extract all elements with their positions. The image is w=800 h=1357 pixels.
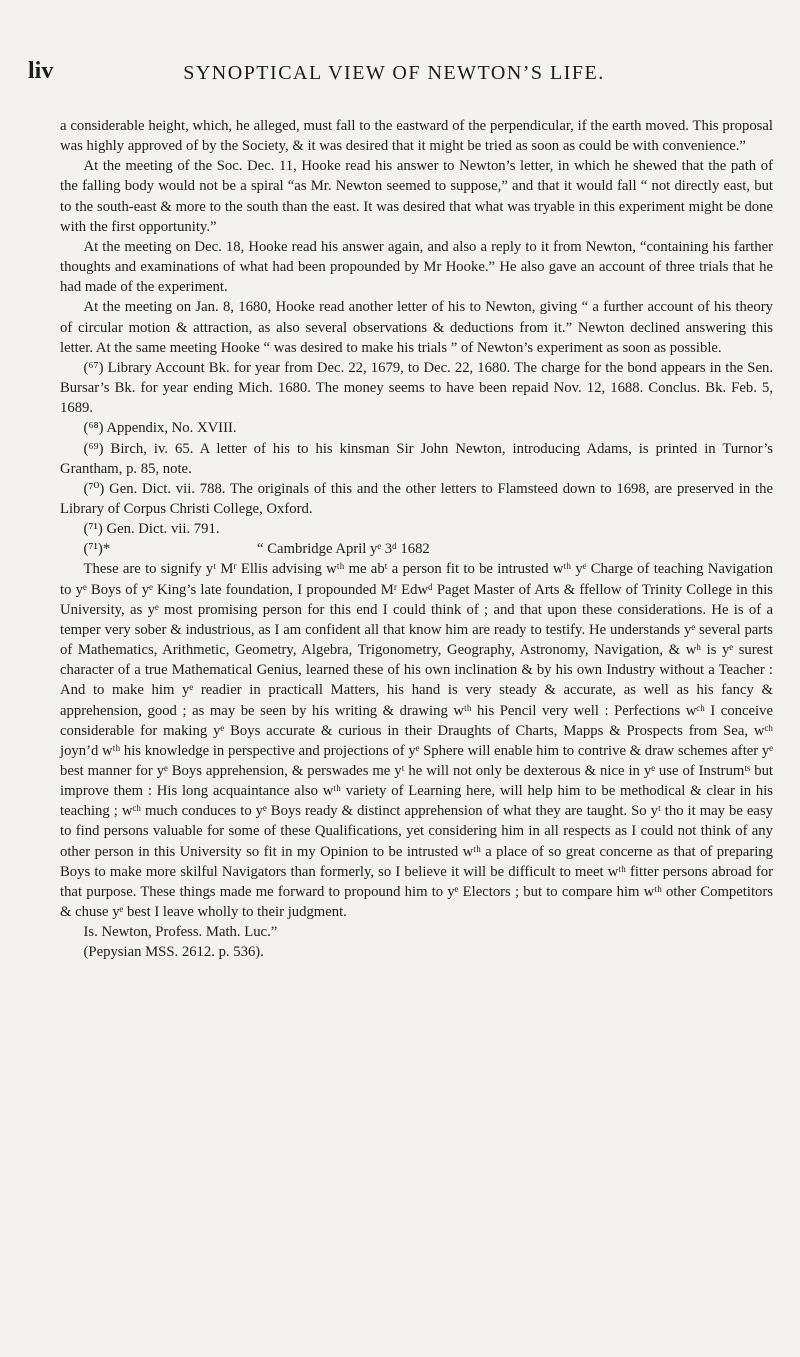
- page-header: [28, 58, 760, 88]
- paragraph-dec-11: At the meeting of the Soc. Dec. 11, Hooke read his answer to Newton’s letter, in which he shewed that the path of the falling body would not be a spiral “as Mr. Newton seemed to suppose,” and that it would fall “ not directly east, but to the south-east & more to the south than the east. It was desired that what was tryable in this experiment might be done with the first opportunity.”: [60, 158, 773, 235]
- page-number: liv: [28, 58, 54, 84]
- paragraph-continuation: a considerable height, which, he alleged, must fall to the eastward of the perpendicular, if the earth moved. This proposal was highly approved of by the Society, & it was desired that it might be tried as soon as could be with convenience.”: [60, 118, 773, 155]
- letter-signature: Is. Newton, Profess. Math. Luc.”: [83, 924, 278, 941]
- running-head: SYNOPTICAL VIEW OF NEWTON’S LIFE.: [183, 62, 605, 84]
- paragraph-dec-18: At the meeting on Dec. 18, Hooke read his answer again, and also a reply to it from Newton, “containing his farther thoughts and examinations of what had been propounded by Mr Hooke.” He also gave an account of three trials that he had made of the experiment.: [60, 238, 773, 296]
- paragraph-jan-8: At the meeting on Jan. 8, 1680, Hooke read another letter of his to Newton, giving “ a further account of his theory of circular motion & attraction, as also several observations & deductions from it.” Newton declined answering this letter. At the same meeting Hooke “ was desired to make his trials ” of Newton’s experiment as soon as possible.: [60, 299, 773, 356]
- note-71-star-dateline: (⁷¹)* “ Cambridge April yᵉ 3ᵈ 1682: [83, 541, 430, 558]
- note-71: (⁷¹) Gen. Dict. vii. 791.: [83, 521, 220, 538]
- letter-body: These are to signify yᵗ Mʳ Ellis advising wᵗʰ me abᵗ a person fit to be intrusted wᵗʰ yᵉ Charge of teaching Navigation to yᵉ Boys of yᵉ King’s late foundation, I propounded Mʳ Edwᵈ Paget Master of Arts & ffellow of Trinity College in this University, as yᵉ most promising person for this end I could think of ; and that upon these considerations. He is of a temper very sober & industrious, as I am confident all that know him are ready to testify. He understands yᵉ several parts of Mathematics, Arithmetic, Geometry, Algebra, Trigonometry, Geography, Astronomy, Navigation, & wʰ is yᵉ surest character of a true Mathematical Genius, learned these of his own inclination & by his own Industry without a Teacher : And to make him yᵉ readier in practicall Matters, his hand is very steady & accurate, as well as his fancy & apprehension, good ; as may be seen by his writing & drawing wᵗʰ his Pencil very well : Perfections wᶜʰ I conceive considerable for making yᵉ Boys accurate & curious in their Draughts of Charts, Mapps & Prospects from Sea, wᶜʰ joyn’d wᵗʰ his knowledge in perspective and projections of yᵉ Sphere will enable him to contrive & draw schemes after yᵉ best manner for yᵉ Boys apprehension, & perswades me yᵗ he will not only be dexterous & nice in yᵉ use of Instrumᵗˢ but improve them : His long acquaintance also wᵗʰ variety of Learning here, will help him to be methodical & clear in his teaching ; wᶜʰ much conduces to yᵉ Boys ready & distinct apprehension of what they are taught. So yᵗ tho it may be easy to find persons valuable for some of these Qualifications, yet considering him in all respects as I could not think of any other person in this University so fit in my Opinion to be intrusted wᵗʰ a place of so great concerne as that of preparing Boys to make more skilful Navigators than formerly, so I believe it will be difficult to meet wᵗʰ fitter persons abroad for that purpose. These things made me forward to propound him to yᵉ Electors ; but to compare him wᵗʰ other Competitors & chuse yᵉ best I leave wholly to their judgment.: [60, 561, 773, 921]
- page-body: [60, 116, 773, 963]
- note-68: (⁶⁸) Appendix, No. XVIII.: [83, 420, 237, 437]
- note-70: (⁷⁰) Gen. Dict. vii. 788. The originals of this and the other letters to Flamsteed down to 1698, are preserved in the Library of Corpus Christi College, Oxford.: [60, 480, 773, 517]
- note-69: (⁶⁹) Birch, iv. 65. A letter of his to his kinsman Sir John Newton, introducing Adams, is printed in Turnor’s Grantham, p. 85, note.: [60, 440, 773, 477]
- note-67: (⁶⁷) Library Account Bk. for year from Dec. 22, 1679, to Dec. 22, 1680. The charge for the bond appears in the Sen. Bursar’s Bk. for year ending Mich. 1680. The money seems to have been repaid Nov. 12, 1688. Conclus. Bk. Feb. 5, 1689.: [60, 359, 773, 417]
- letter-source: (Pepysian MSS. 2612. p. 536).: [83, 944, 264, 961]
